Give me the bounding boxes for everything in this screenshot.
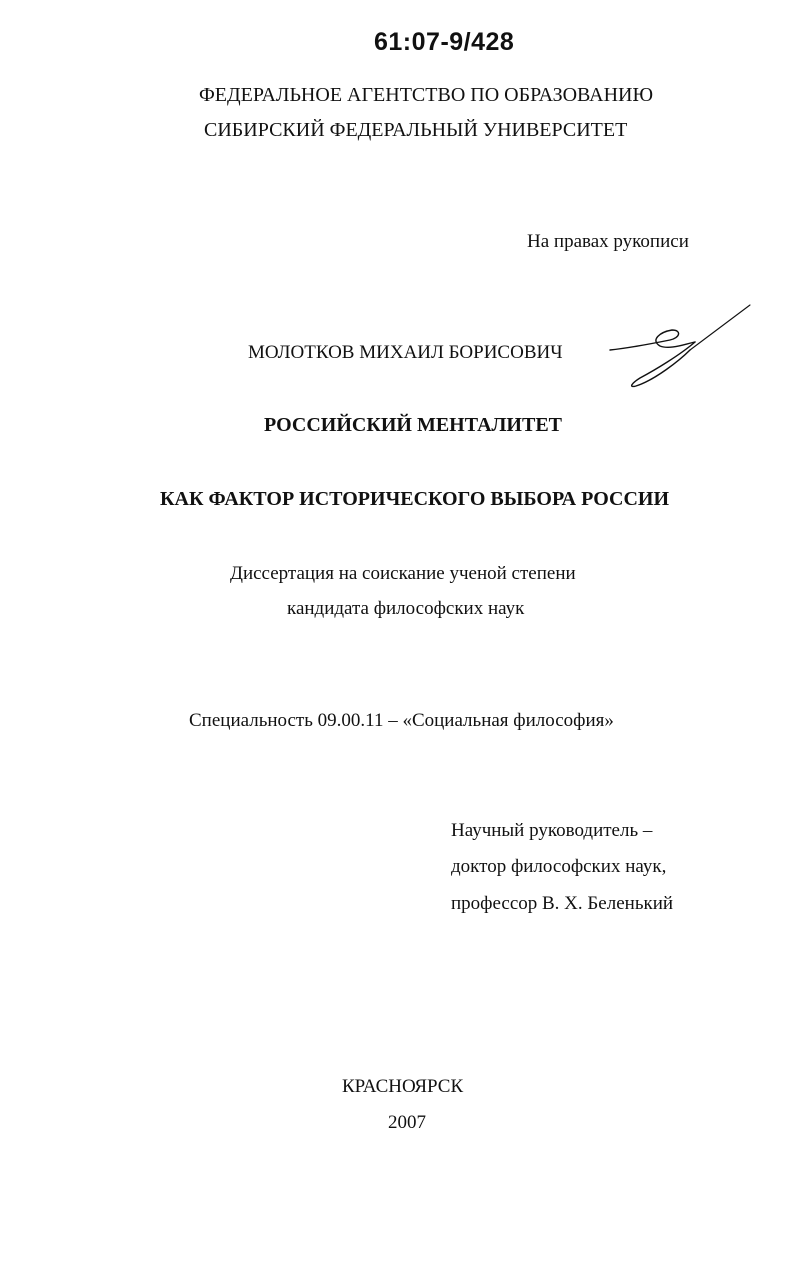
archive-code: 61:07-9/428 [374, 28, 515, 56]
supervisor-line-3: профессор В. Х. Беленький [451, 893, 674, 914]
footer-year: 2007 [388, 1112, 426, 1133]
degree-line-1: Диссертация на соискание ученой степени [230, 563, 576, 584]
supervisor-line-1: Научный руководитель – [451, 820, 653, 841]
specialty: Специальность 09.00.11 – «Социальная философия» [189, 710, 614, 731]
title-line-2: КАК ФАКТОР ИСТОРИЧЕСКОГО ВЫБОРА РОССИИ [160, 488, 669, 510]
footer-city: КРАСНОЯРСК [342, 1076, 464, 1097]
author-signature [600, 300, 760, 395]
agency-name: ФЕДЕРАЛЬНОЕ АГЕНТСТВО ПО ОБРАЗОВАНИЮ [199, 84, 654, 106]
university-name: СИБИРСКИЙ ФЕДЕРАЛЬНЫЙ УНИВЕРСИТЕТ [204, 119, 628, 141]
author-name: МОЛОТКОВ МИХАИЛ БОРИСОВИЧ [248, 342, 563, 363]
supervisor-line-2: доктор философских наук, [451, 856, 667, 877]
title-line-1: РОССИЙСКИЙ МЕНТАЛИТЕТ [264, 414, 562, 436]
degree-line-2: кандидата философских наук [287, 598, 525, 619]
rights-note: На правах рукописи [527, 231, 689, 252]
